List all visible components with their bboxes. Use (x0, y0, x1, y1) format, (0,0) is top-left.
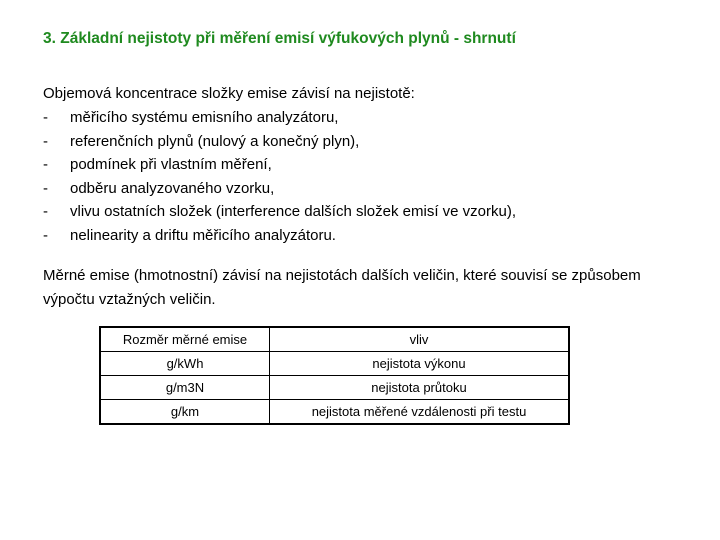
list-item (43, 130, 516, 154)
list-item-text: nelinearity a driftu měřicího analyzátoru. (70, 226, 336, 244)
intro-text: Objemová koncentrace složky emise závisí na nejistotě: (43, 85, 415, 102)
table-cell: g/km (100, 400, 270, 425)
list-item (43, 224, 516, 248)
table-cell: g/kWh (100, 352, 270, 376)
list-item (43, 153, 516, 177)
table-cell: nejistota výkonu (270, 352, 570, 376)
list-item-text: odběru analyzovaného vzorku, (70, 179, 275, 197)
table-cell: nejistota měřené vzdálenosti při testu (270, 400, 570, 425)
list-item-text: referenčních plynů (nulový a konečný plyn), (70, 132, 360, 150)
list-item (43, 177, 516, 201)
list-dash: - (43, 156, 48, 173)
slide-title: 3. Základní nejistoty při měření emisí výfukových plynů - shrnutí (43, 30, 516, 47)
table-cell: nejistota průtoku (270, 376, 570, 400)
list-dash: - (43, 109, 48, 126)
list-dash: - (43, 132, 48, 150)
table-row (100, 376, 569, 400)
list-item (43, 200, 516, 224)
list-item (43, 106, 516, 130)
table-header-cell: vliv (270, 327, 570, 352)
table-header-row (100, 327, 569, 352)
table-cell: g/m3N (100, 376, 270, 400)
list-dash: - (43, 226, 48, 244)
uncertainty-list (43, 106, 516, 247)
list-item-text: měřicího systému emisního analyzátoru, (70, 109, 339, 126)
table-row (100, 352, 569, 376)
table-header-cell: Rozměr měrné emise (100, 327, 270, 352)
emission-units-table (99, 326, 570, 425)
list-dash: - (43, 179, 48, 197)
list-item-text: podmínek při vlastním měření, (70, 156, 272, 173)
table-row (100, 400, 569, 425)
specific-emissions-paragraph: Měrné emise (hmotnostní) závisí na nejistotách dalších veličin, které souvisí se způsobem výpočtu vztažných veličin. (43, 267, 641, 308)
list-dash: - (43, 203, 48, 220)
list-item-text: vlivu ostatních složek (interference dalších složek emisí ve vzorku), (70, 203, 517, 220)
